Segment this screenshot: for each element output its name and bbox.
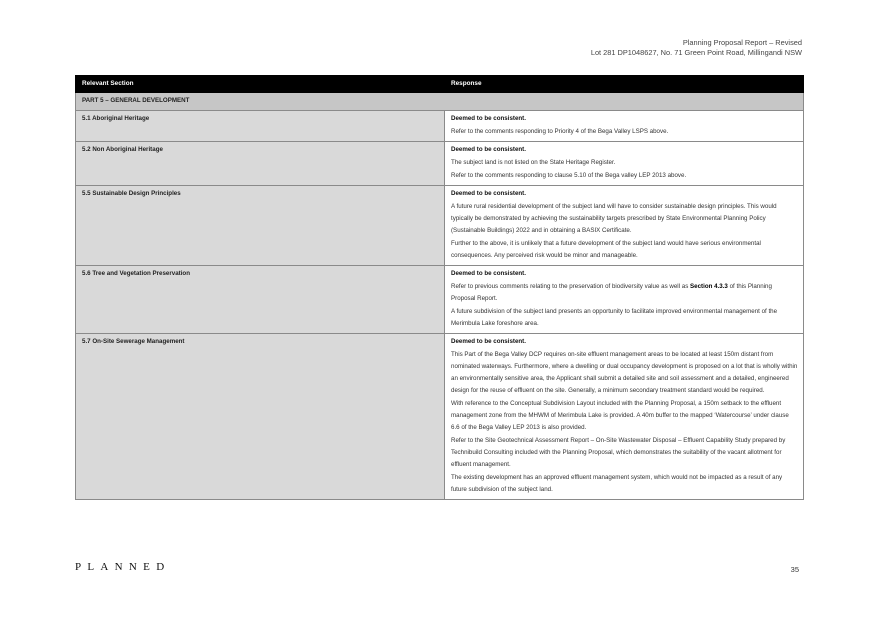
table-row bbox=[76, 142, 804, 186]
response-cell bbox=[445, 266, 804, 334]
planned-logo: PLANNED bbox=[75, 561, 171, 573]
response-paragraph: This Part of the Bega Valley DCP requires on-site effluent management areas to be located at least 150m distant from nominated waterways. Furthermore, where a dwelling or dual occupancy development is proposed on a lot that is wholly within an environmentally sensitive area, the Applicant shall submit a detailed site and soil assessment and a detailed, engineered design for the reuse of effluent on the site. Generally, a minimum secondary treatment standard would be required. bbox=[451, 351, 798, 394]
consistency-statement: Deemed to be consistent. bbox=[451, 338, 526, 345]
consistency-statement: Deemed to be consistent. bbox=[451, 115, 526, 122]
response-paragraph: The subject land is not listed on the State Heritage Register. bbox=[451, 159, 616, 166]
column-header-section: Relevant Section bbox=[76, 76, 445, 93]
response-cell bbox=[445, 142, 804, 186]
consistency-statement: Deemed to be consistent. bbox=[451, 270, 526, 277]
consistency-statement: Deemed to be consistent. bbox=[451, 190, 526, 197]
page-number: 35 bbox=[790, 565, 799, 574]
response-paragraph bbox=[451, 281, 798, 305]
section-cell: 5.2 Non Aboriginal Heritage bbox=[76, 142, 445, 186]
part-heading: PART 5 – GENERAL DEVELOPMENT bbox=[76, 93, 804, 111]
response-cell bbox=[445, 111, 804, 142]
response-cell bbox=[445, 334, 804, 500]
table-row bbox=[76, 334, 804, 500]
response-paragraph: Further to the above, it is unlikely that a future development of the subject land would have serious environmental consequences. Any perceived risk would be minor and manageable. bbox=[451, 240, 761, 259]
response-text: Refer to previous comments relating to the preservation of biodiversity value as well as bbox=[451, 283, 691, 290]
section-cell: 5.6 Tree and Vegetation Preservation bbox=[76, 266, 445, 334]
planning-compliance-table bbox=[75, 75, 804, 500]
section-reference: Section 4.3.3 bbox=[690, 283, 728, 290]
response-paragraph: Refer to the Site Geotechnical Assessment Report – On-Site Wastewater Disposal – Effluent Capability Study prepared by Technibuild Consulting included with the Planning Proposal, which demonstrates the suitability of the vacant allotment for effluent management. bbox=[451, 437, 786, 468]
table-header-row bbox=[76, 76, 804, 93]
response-paragraph: With reference to the Conceptual Subdivision Layout included with the Planning Proposal, a 150m setback to the effluent management zone from the MHWM of Merimbula Lake is provided. A 40m buffer to the mapped ‘Watercourse’ under clause 6.6 of the Bega Valley LEP 2013 is also provided. bbox=[451, 400, 789, 431]
table-row bbox=[76, 186, 804, 266]
table-row bbox=[76, 266, 804, 334]
section-cell: 5.7 On-Site Sewerage Management bbox=[76, 334, 445, 500]
part-heading-row bbox=[76, 93, 804, 111]
response-paragraph: Refer to the comments responding to clause 5.10 of the Bega valley LEP 2013 above. bbox=[451, 172, 687, 179]
running-header bbox=[591, 38, 802, 58]
response-cell bbox=[445, 186, 804, 266]
response-text: of this Planning Proposal Report. bbox=[451, 283, 772, 302]
column-header-response: Response bbox=[445, 76, 804, 93]
header-address: Lot 281 DP1048627, No. 71 Green Point Road, Millingandi NSW bbox=[590, 48, 802, 57]
header-title: Planning Proposal Report – Revised bbox=[682, 38, 802, 47]
section-cell: 5.5 Sustainable Design Principles bbox=[76, 186, 445, 266]
response-paragraph: A future rural residential development of the subject land will have to consider sustainable design principles. This would typically be demonstrated by achieving the sustainability targets prescribed by State Environmental Planning Policy (Sustainable Buildings) 2022 and in obtaining a BASIX Certificate. bbox=[451, 203, 777, 234]
section-cell: 5.1 Aboriginal Heritage bbox=[76, 111, 445, 142]
table-row bbox=[76, 111, 804, 142]
consistency-statement: Deemed to be consistent. bbox=[451, 146, 526, 153]
response-paragraph: The existing development has an approved effluent management system, which would not be impacted as a result of any future subdivision of the subject land. bbox=[451, 474, 783, 493]
response-paragraph: A future subdivision of the subject land presents an opportunity to facilitate improved environmental management of the Merimbula Lake foreshore area. bbox=[451, 308, 778, 327]
response-paragraph: Refer to the comments responding to Priority 4 of the Bega Valley LSPS above. bbox=[451, 128, 669, 135]
